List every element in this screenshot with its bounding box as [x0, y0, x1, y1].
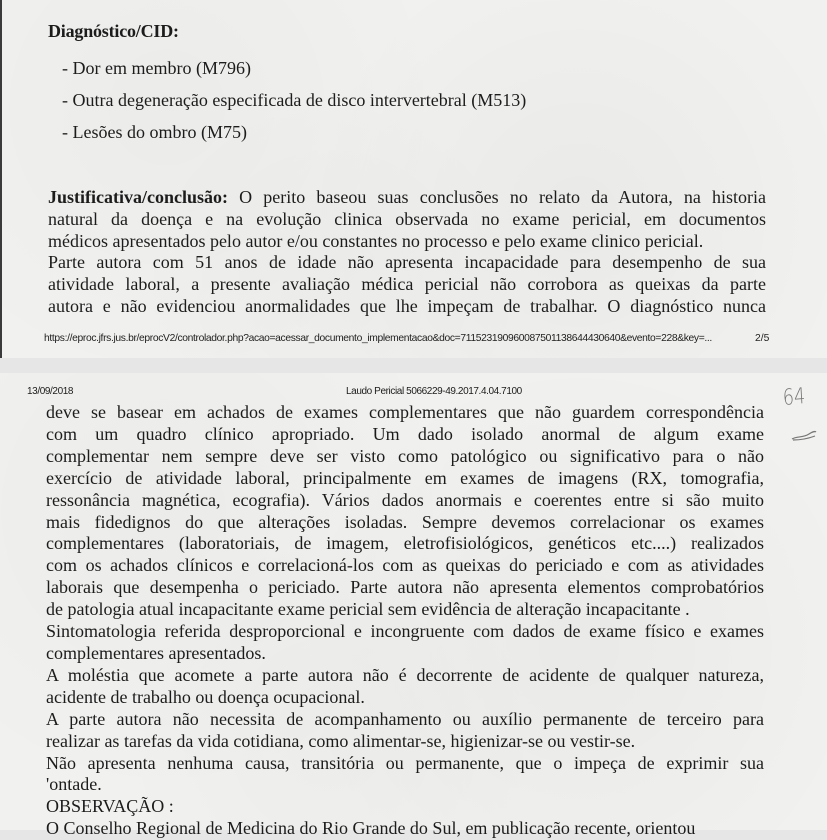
diagnosis-item: - Lesões do ombro (M75): [62, 122, 247, 142]
report-line: mais fidedignos do que alterações isoladas. Sempre devemos correlacionar os exames: [46, 511, 764, 532]
report-line: de patologia atual incapacitante exame pericial sem evidência de alteração incapacitante .: [46, 599, 690, 620]
handwritten-page-number: 64: [782, 384, 806, 411]
justification-label: Justificativa/conclusão:: [48, 187, 228, 207]
report-line: acidente de trabalho ou doença ocupacional.: [46, 686, 365, 707]
handwritten-tick-icon: [791, 430, 817, 442]
report-line: realizar as tarefas da vida cotidiana, como alimentar-se, higienizar-se ou vestir-se.: [46, 730, 636, 751]
report-line: com um quadro clínico apropriado. Um dado isolado anormal de algum exame: [46, 423, 764, 444]
report-line: com os achados clínicos e correlacioná-los com as queixas do periciado e com as atividades: [46, 555, 764, 576]
report-line: O Conselho Regional de Medicina do Rio Grande do Sul, em publicação recente, orientou: [46, 818, 696, 839]
justification-line: Parte autora com 51 anos de idade não apresenta incapacidade para desempenho de sua: [48, 252, 766, 273]
report-line: Sintomatologia referida desproporcional e incongruente com dados de exame físico e exames: [46, 621, 764, 642]
report-body: [46, 402, 764, 840]
report-line: OBSERVAÇÃO :: [46, 796, 174, 817]
report-line: ressonância magnética, ecografia). Vários dados anormais e coerentes entre si são muito: [46, 489, 764, 510]
justification-line: atividade laboral, a presente avaliação médica pericial não corrobora as queixas da parte: [48, 274, 766, 295]
diagnosis-list: [62, 57, 526, 153]
justification-line: médicos apresentados pelo autor e/ou constantes no processo e pelo exame clinico pericial.: [48, 230, 704, 251]
report-line: Não apresenta nenhuma causa, transitória ou permanente, que o impeça de exprimir sua: [46, 752, 764, 773]
header-title: Laudo Pericial 5066229-49.2017.4.04.7100: [346, 386, 522, 397]
report-line: laborais que desempenha o periciado. Parte autora não apresenta elementos comprobatórios: [46, 577, 764, 598]
justification-line-0: [48, 187, 766, 209]
report-line: A parte autora não necessita de acompanhamento ou auxílio permanente de terceiro para: [46, 708, 764, 729]
diagnosis-item: - Outra degeneração especificada de disco intervertebral (M513): [62, 90, 527, 110]
diagnosis-item: - Dor em membro (M796): [62, 58, 251, 78]
document-page-2: [0, 0, 827, 358]
justification-text: O perito baseou suas conclusões no relato da Autora, na historia: [228, 187, 766, 207]
report-line: complementares (laboratoriais, de imagem, eletrofisiológicos, genéticos etc....) realizados: [46, 533, 764, 554]
report-line: complementar nem sempre deve ser visto como patológico ou significativo para o não: [46, 445, 764, 466]
justification-line: autora e não evidenciou anormalidades que lhe impeçam de trabalhar. O diagnóstico nunca: [48, 295, 766, 316]
report-line: 'ontade.: [46, 774, 102, 795]
footer-page-number: 2/5: [755, 333, 770, 344]
document-page-3: [0, 373, 827, 839]
report-line: deve se basear em achados de exames complementares que não guardem correspondência: [46, 402, 764, 422]
diagnosis-heading: Diagnóstico/CID:: [48, 21, 179, 41]
report-line: complementares apresentados.: [46, 642, 266, 663]
footer-url: https://eproc.jfrs.jus.br/eprocV2/controlador.php?acao=acessar_documento_implementacao&doc=711523190960087501138644430640&evento=228&key=...: [44, 333, 712, 344]
report-line: exercício de atividade laboral, principalmente em exames de imagens (RX, tomografia,: [46, 467, 764, 488]
justification-paragraph: [48, 187, 766, 318]
header-date: 13/09/2018: [27, 386, 74, 397]
justification-line: natural da doença e na evolução clinica observada no exame pericial, em documentos: [48, 208, 766, 229]
report-line: A moléstia que acomete a parte autora não é decorrente de acidente de qualquer natureza,: [46, 664, 764, 685]
